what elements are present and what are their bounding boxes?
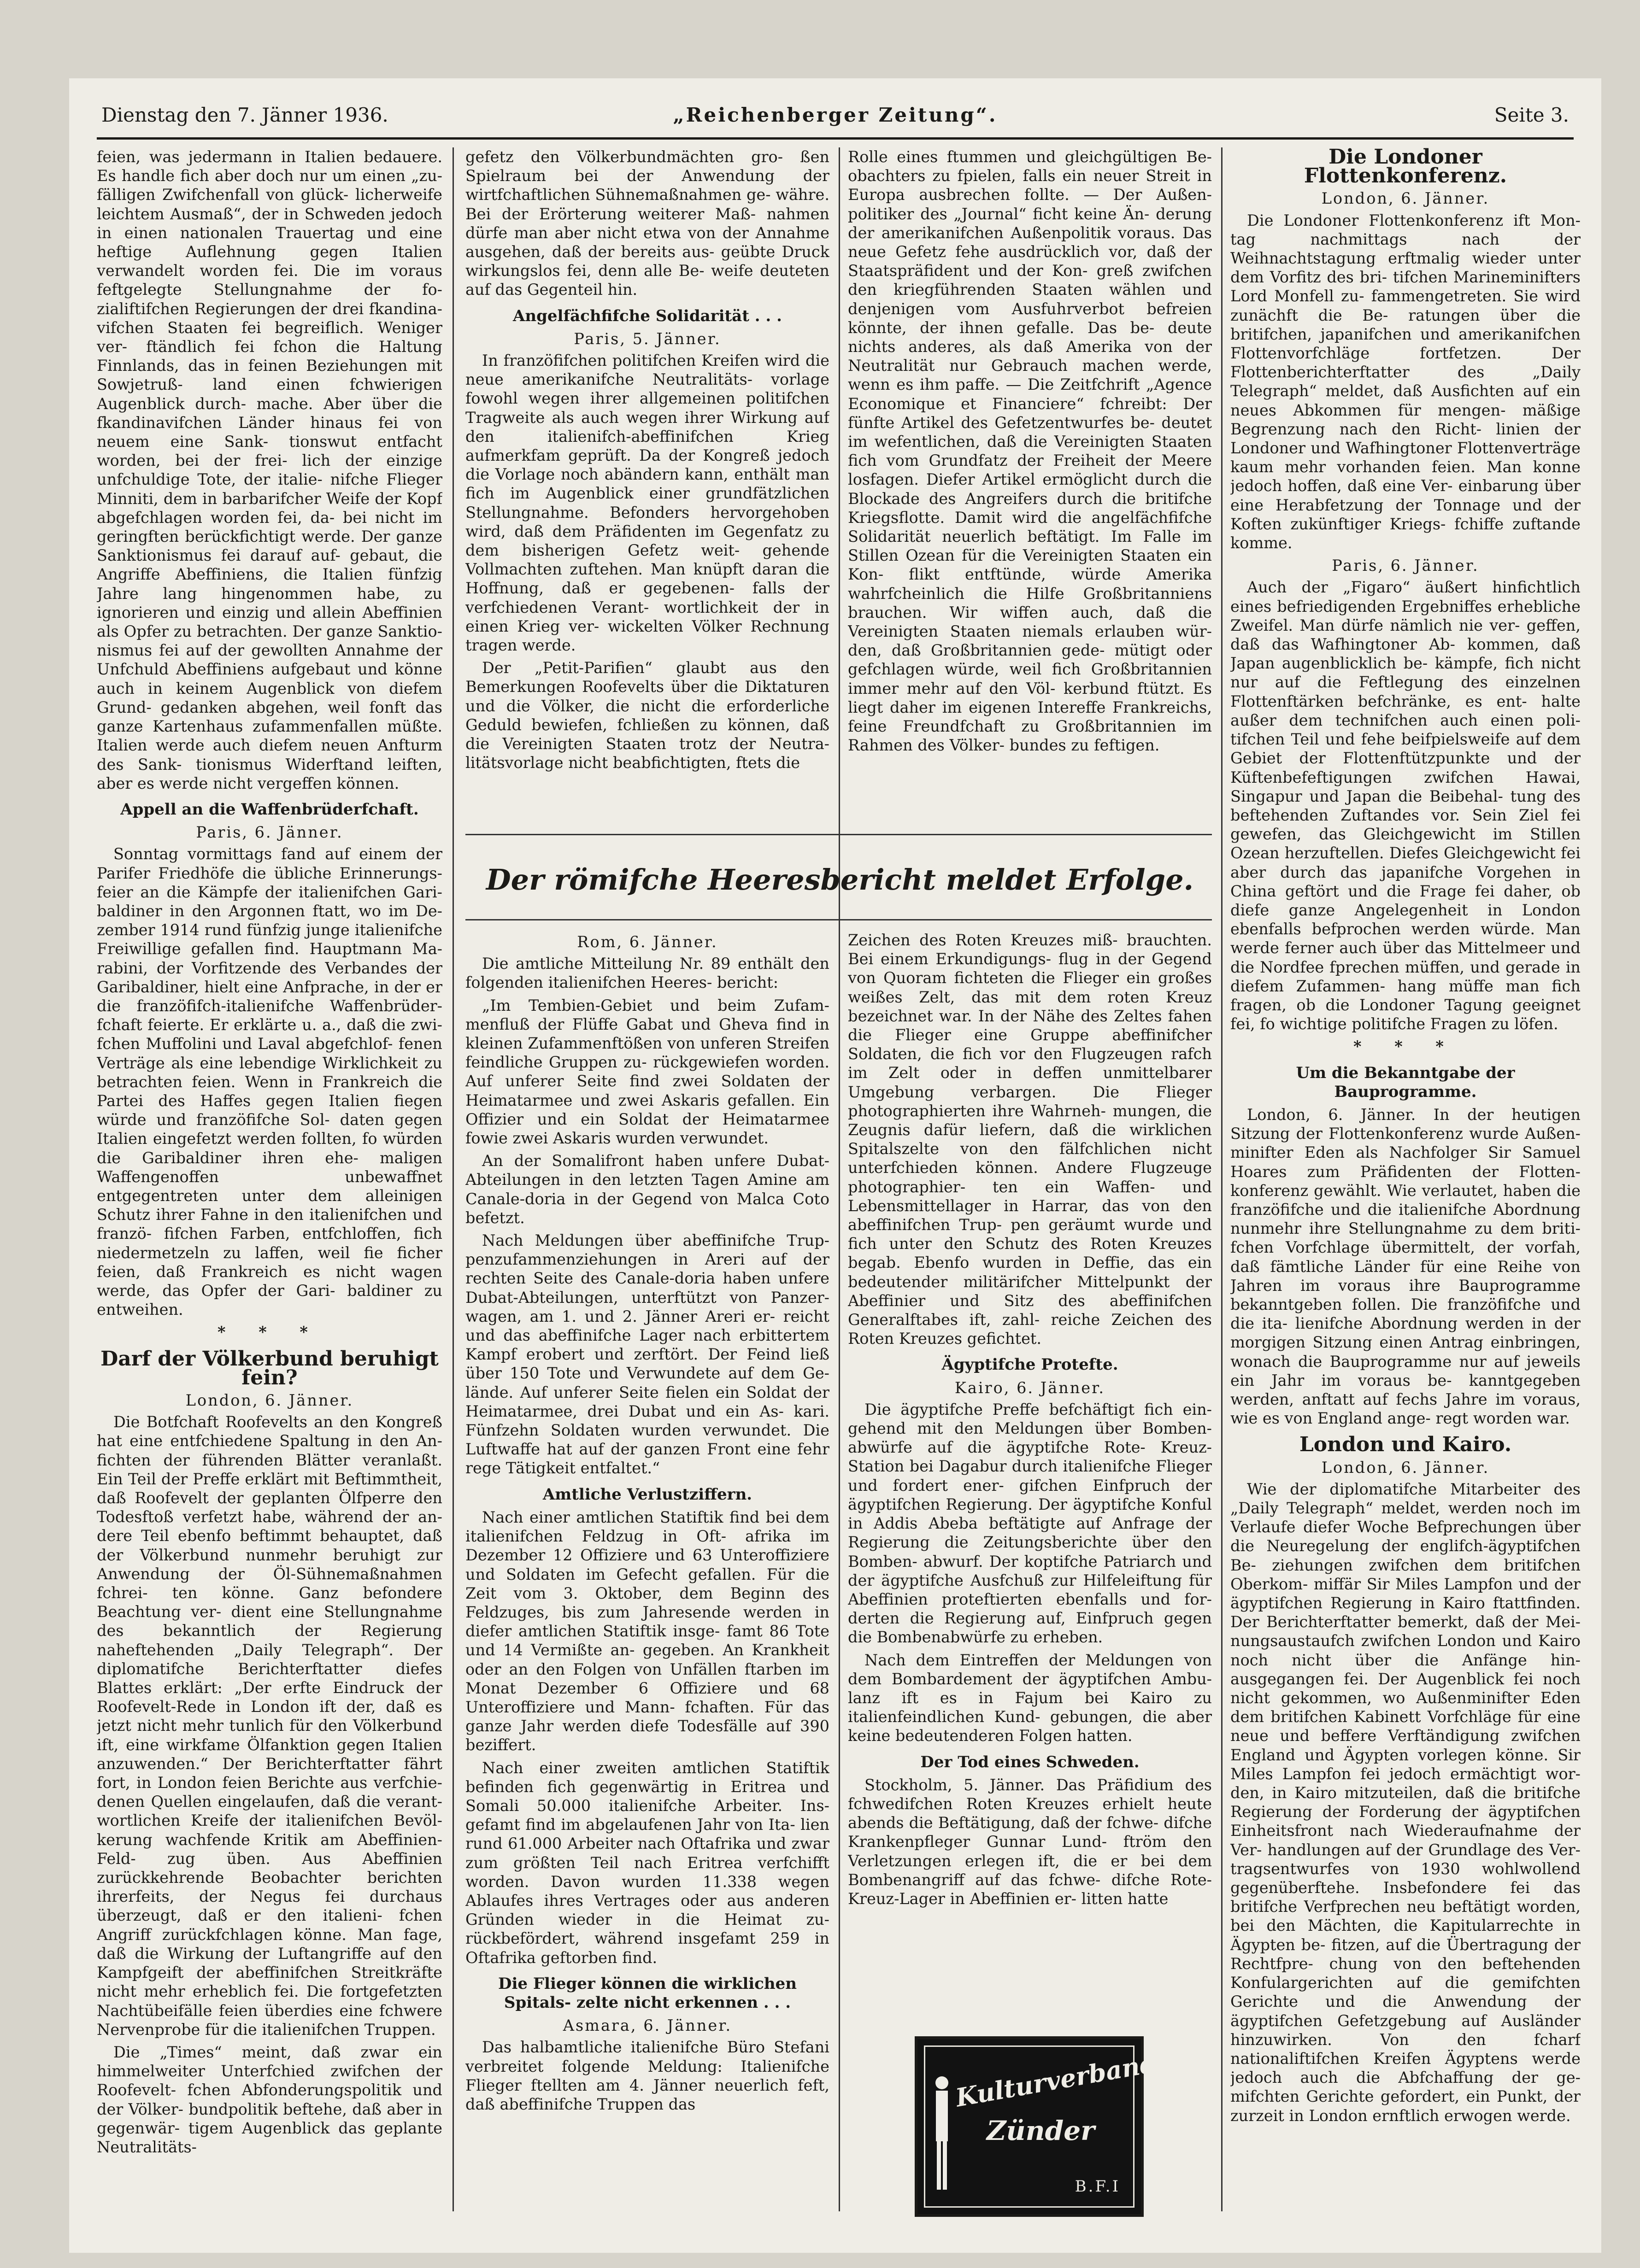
page-number: Seite 3.	[1494, 104, 1569, 126]
ad-line-3: B.F.I	[1075, 2177, 1120, 2196]
header-rule	[97, 137, 1574, 140]
column-4	[1230, 147, 1581, 2211]
column-6	[848, 931, 1212, 2211]
article-text: London, 6. Jänner. In der heutigen Sitzung der Flottenkonferenz wurde Außen- minifter Eden als Nachfolger Sir Samuel Hoares zum Präfidenten der Flotten- konferenz gewählt. Wie verlautet, haben die franzöfifche und die italienifche Abordnung nunmehr ihre Stellungnahme zu dem briti- fchen Vorfchlage übermittelt, der vorfah, daß fämtliche Länder für eine Reihe von Jahren im voraus ihre Bauprogramme bekanntgeben follen. Die franzöfifche und die ita- lienifche Abordnung werden in der morgigen Sitzung einen Antrag einbringen, wonach die Bauprogramme nur auf jeweils ein Jahr im voraus be- kanntgegeben werden, anftatt auf fechs Jahre im voraus, wie es von England ange- regt worden war.	[1230, 1105, 1581, 1428]
article-text: gefetz den Völkerbundmächten gro- ßen Spielraum bei der Anwendung der wirtfchaftlichen Sühnemaßnahmen ge- währe. Bei der Erörterung weiterer Maß- nahmen dürfe man aber nicht etwa von der Annahme ausgehen, daß der bereits aus- geübte Druck wirkungslos fei, denn alle Be- weife deuteten auf das Gegenteil hin.	[465, 148, 829, 299]
article-text: Die amtliche Mitteilung Nr. 89 enthält den folgenden italienifchen Heeres- bericht:	[465, 955, 829, 992]
article-text: Nach einer amtlichen Statiftik find bei dem italienifchen Feldzug in Oft- afrika im Dezember 12 Offiziere und 63 Unteroffiziere und Soldaten im Gefecht gefallen. Für die Zeit vom 3. Oktober, dem Beginn des Feldzuges, bis zum Jahresende werden in diefer amtlichen Statiftik insge- famt 86 Tote und 14 Vermißte an- gegeben. An Krankheit oder an den Folgen von Unfällen ftarben im Monat Dezember 6 Offiziere und 68 Unteroffiziere und Mann- fchaften. Für das ganze Jahr werden diefe Todesfälle auf 390 beziffert.	[465, 1508, 829, 1754]
column-3	[848, 147, 1212, 806]
column-divider	[453, 147, 454, 2211]
article-text: Der „Petit-Parifien“ glaubt aus den Bemerkungen Roofevelts über die Diktaturen und die Völker, die nicht die erforderliche Geduld bewiefen, fchließen zu können, daß die Vereinigten Staaten trotz der Neutra- litätsvorlage nicht beabfichtigten, ftets die	[465, 659, 829, 772]
dateline: London, 6. Jänner.	[185, 1391, 354, 1409]
figure-illustration	[930, 2071, 953, 2196]
dateline: London, 6. Jänner.	[1321, 1458, 1490, 1477]
article-text: Wie der diplomatifche Mitarbeiter des „Daily Telegraph“ meldet, werden noch im Verlaufe diefer Woche Befprechungen über die Neuregelung der englifch-ägyptifchen Be- ziehungen zwifchen dem britifchen Oberkom- miffär Sir Miles Lampfon und der ägyptifchen Regierung in Kairo ftattfinden. Der Berichterftatter bemerkt, daß der Mei- nungsaustaufch zwifchen London und Kairo noch nicht über die Anfänge hin- ausgegangen fei. Der Augenblick fei noch nicht gekommen, wo Außenminifter Eden dem britifchen Kabinett Vorfchläge für eine neue und beffere Verftändigung zwifchen England und Ägypten vorlegen könne. Sir Miles Lampfon fei jedoch ermächtigt wor- den, in Kairo mitzuteilen, daß die britifche Regierung der Forderung der ägyptifchen Einheitsfront nach Wiederaufnahme der Ver- handlungen auf der Grundlage des Ver- tragsentwurfes von 1930 wohlwollend gegenüberftehe. Insbefondere fei das britifche Verfprechen neu beftätigt worden, bei den Mächten, die Kapitularrechte in Ägypten be- fitzen, auf die Übertragung der Rechtfpre- chung von den beftehenden Konfulargerichten auf die gemifchten Gerichte und die Anwendung der ägyptifchen Gefetzgebung auf Ausländer hinzuwirken. Von den fcharf nationaliftifchen Kreifen Ägyptens werde jedoch auch die Abfchaffung der ge- mifchten Gerichte gefordert, ein Punkt, der zurzeit in London ernftlich erwogen werde.	[1230, 1480, 1581, 2125]
article-text: Sonntag vormittags fand auf einem der Parifer Friedhöfe die übliche Erinnerungs- feier an die Kämpfe der italienifchen Gari- baldiner in den Argonnen ftatt, wo im De- zember 1914 rund fünfzig junge italienifche Freiwillige gefallen find. Hauptmann Ma- rabini, der Vorfitzende des Verbandes der Garibaldiner, hielt eine Anfprache, in der er die franzöfifch-italienifche Waffenbrüder- fchaft feierte. Er erklärte u. a., daß die zwi- fchen Muffolini und Laval abgefchlof- fenen Verträge als eine lebendige Wirklichkeit zu betrachten feien. Wenn in Frankreich die Partei des Haffes gegen Italien fiegen würde und franzöfifche Sol- daten gegen Italien eingefetzt werden follten, fo würden die Garibaldiner ihren ehe- maligen Waffengenoffen unbewaffnet entgegentreten unter dem alleinigen Schutz ihrer Fahne in den italienifchen und franzö- fifchen Farben, entfchloffen, fich niedermetzeln zu laffen, weil fie ficher feien, daß Frankreich es nicht wagen werde, das Opfer der Gari- baldiner zu entweihen.	[97, 845, 442, 1319]
newspaper-page	[69, 78, 1601, 2253]
article-text: An der Somalifront haben unfere Dubat-Abteilungen in den letzten Tagen Amine am Canale-doria in der Gegend von Malca Coto befetzt.	[465, 1152, 829, 1227]
dateline: Asmara, 6. Jänner.	[563, 2016, 732, 2035]
article-headline: Ägyptifche Protefte.	[941, 1355, 1118, 1374]
banner-headline: Der römifche Heeresbericht meldet Erfolge.	[486, 863, 1194, 897]
article-text: Nach einer zweiten amtlichen Statiftik befinden fich gegenwärtig in Eritrea und Somali 50.000 italienifche Arbeiter. Ins- gefamt find im abgelaufenen Jahr von Ita- lien rund 61.000 Arbeiter nach Oftafrika und zwar zum größten Teil nach Eritrea verfchifft worden. Davon wurden 11.338 wegen Ablaufes ihres Vertrages oder aus anderen Gründen wieder in die Heimat zu- rückbefördert, während insgefamt 259 in Oftafrika geftorben find.	[465, 1758, 829, 1967]
banner-rule-bottom	[465, 919, 1212, 920]
column-divider	[1221, 147, 1223, 2211]
article-headline: Die Londoner Flottenkonferenz.	[1304, 147, 1507, 188]
article-headline: Amtliche Verlustziffern.	[542, 1485, 752, 1504]
column-divider	[839, 147, 840, 2211]
article-headline: Die Flieger können die wirklichen Spitals- zelte nicht erkennen . . .	[498, 1974, 797, 2012]
article-text: Zeichen des Roten Kreuzes miß- brauchten. Bei einem Erkundigungs- flug in der Gegend von Quoram fichteten die Flieger ein großes weißes Zelt, das mit dem roten Kreuz bezeichnet war. In der Nähe des Zeltes fahen die Flieger eine Gruppe abeffinifcher Soldaten, die fich vor den Flugzeugen rafch im Zelt oder in deffen unmittelbarer Umgebung verbargen. Die Flieger photographierten ihre Wahrneh- mungen, die Zeugnis dafür liefern, daß die wirklichen Spitalszelte von den fälfchlichen nicht unterfchieden können. Andere Flugzeuge photographier- ten ein Waffen- und Lebensmittellager in Harrar, das von den abeffinifchen Trup- pen geräumt wurde und fich unter den Schutz des Roten Kreuzes begab. Ebenfo wurden in Deffie, das ein bedeutender militärifcher Mittelpunkt der Abeffinier und Sitz des abeffinifchen Generalftabes ift, zahl- reiche Zeichen des Roten Kreuzes gefichtet.	[848, 931, 1212, 1348]
issue-date: Dienstag den 7. Jänner 1936.	[101, 104, 388, 126]
article-text: In franzöfifchen politifchen Kreifen wird die neue amerikanifche Neutralitäts- vorlage fowohl wegen ihrer allgemeinen politifchen Tragweite als auch wegen ihrer Wirkung auf den italienifch-abeffinifchen Krieg aufmerkfam geprüft. Da der Kongreß jedoch die Vorlage noch abändern kann, enthält man fich im Augenblick einer grundfätzlichen Stellungnahme. Befonders hervorgehoben wird, daß dem Präfidenten im Gegenfatz zu dem bisherigen Gefetz weit- gehende Vollmachten zuftehen. Man knüpft daran die Hoffnung, daß er gegebenen- falls der verfchiedenen Verant- wortlichkeit der in einen Krieg ver- wickelten Völker Rechnung tragen werde.	[465, 352, 829, 655]
article-headline: Angelfächfifche Solidarität . . .	[513, 306, 782, 325]
ad-line-2: Zünder	[987, 2115, 1095, 2146]
banner-rule-top	[465, 834, 1212, 835]
article-headline: Darf der Völkerbund beruhigt fein?	[100, 1347, 439, 1389]
article-headline: Der Tod eines Schweden.	[920, 1752, 1140, 1771]
article-text: Rolle eines ftummen und gleichgültigen Be- obachters zu fpielen, falls ein neuer Streit in Europa ausbrechen follte. — Der Außen- politiker des „Journal“ ficht keine Än- derung der amerikanifchen Außenpolitik voraus. Das neue Gefetz fehe ausdrücklich vor, daß der Staatspräfident und der Kon- greß zwifchen den kriegführenden Staaten wählen und denjenigen vom Ausfuhrverbot befreien könnte, der ihnen gefalle. Das be- deute nichts anderes, als daß Amerika von der Neutralität nur Gebrauch machen werde, wenn es ihm paffe. — Die Zeitfchrift „Agence Economique et Financiere“ fchreibt: Der fünfte Artikel des Gefetzentwurfes be- deutet im wefentlichen, daß die Vereinigten Staaten fich vom Grundfatz der Freiheit der Meere losfagen. Diefer Artikel ermöglicht durch die Blockade des Angreifers durch die britifche Kriegsflotte. Damit wird die angelfächfifche Solidarität neuerlich beftätigt. Im Falle im Stillen Ozean für die Vereinigten Staaten ein Kon- flikt entftünde, würde Amerika wahrfcheinlich die Hilfe Großbritanniens brauchen. Wir wiffen auch, daß die Vereinigten Staaten niemals erlauben wür- den, daß Großbritannien gede- mütigt oder gefchlagen würde, weil fich Großbritannien immer mehr auf den Völ- kerbund ftützt. Es liegt daher im eigenen Intereffe Frankreichs, feine Freundfchaft zu Großbritannien im Rahmen des Völker- bundes zu feftigen.	[848, 148, 1212, 755]
ad-line-1: Kulturverbands	[953, 2045, 1173, 2113]
dateline: London, 6. Jänner.	[1321, 189, 1490, 208]
newspaper-title: „Reichenberger Zeitung“.	[673, 104, 998, 126]
section-separator: * * *	[217, 1323, 322, 1342]
dateline: Rom, 6. Jänner.	[577, 933, 718, 951]
article-text: „Im Tembien-Gebiet und beim Zufam- menfluß der Flüffe Gabat und Gheva find in kleinen Zufammenftößen von unferen Streifen feindliche Gruppen zu- rückgewiefen worden. Auf unferer Seite find zwei Soldaten der Heimatarmee und zwei Askaris gefallen. Ein Offizier und ein Soldat der Heimatarmee fowie zwei Askaris wurden verwundet.	[465, 996, 829, 1148]
column-1	[97, 147, 442, 2211]
article-text: Die Londoner Flottenkonferenz ift Mon- tag nachmittags nach der Weihnachtstagung erftmalig wieder unter dem Vorfitz des bri- tifchen Marineminifters Lord Monfell zu- fammengetreten. Sie wird zunächft die Be- ratungen über die britifchen, japanifchen und amerikanifchen Flottenvorfchläge fortfetzen. Der Flottenberichterftatter des „Daily Telegraph“ meldet, daß Ausfichten auf ein neues Abkommen für mengen- mäßige Begrenzung nach den Richt- linien der Londoner und Wafhingtoner Flottenverträge kaum mehr vorhanden feien. Man konne jedoch hoffen, daß eine Ver- einbarung über eine Herabfetzung der Tonnage und der Koften zukünftiger Kriegs- fchiffe zuftande komme.	[1230, 211, 1581, 552]
article-text: Nach Meldungen über abeffinifche Trup- penzufammenziehungen in Areri auf der rechten Seite des Canale-doria haben unfere Dubat-Abteilungen, unterftützt von Panzer- wagen, am 1. und 2. Jänner Areri er- reicht und das abeffinifche Lager nach erbittertem Kampf erobert und zerftört. Der Feind ließ über 150 Tote und Verwundete auf dem Ge- lände. Auf unferer Seite fielen ein Soldat der Heimatarmee, drei Dubat und ein As- kari. Fünfzehn Soldaten wurden verwundet. Die Luftwaffe hat auf der ganzen Front eine fehr rege Tätigkeit entfaltet.“	[465, 1231, 829, 1477]
article-text: Die „Times“ meint, daß zwar ein himmelweiter Unterfchied zwifchen der Roofevelt- fchen Abfonderungspolitik und der Völker- bundpolitik beftehe, daß aber in gegenwär- tigem Augenblick das geplante Neutralitäts-	[97, 2043, 442, 2156]
section-separator: * * *	[1353, 1037, 1458, 1056]
article-text: Die Botfchaft Roofevelts an den Kongreß hat eine entfchiedene Spaltung in den An- fichten der führenden Blätter veranlaßt. Ein Teil der Preffe erklärt mit Beftimmtheit, daß Roofevelt der geplanten Ölfperre den Todesftoß verfetzt habe, während der an- dere Teil ebenfo beftimmt behauptet, daß der Völkerbund nunmehr beruhigt zur Anwendung der Öl-Sühnemaßnahmen fchrei- ten könne. Ganz befondere Beachtung ver- dient eine Stellungnahme des bekanntlich der Regierung naheftehenden „Daily Telegraph“. Der diplomatifche Berichterftatter diefes Blattes erklärt: „Der erfte Eindruck der Roofevelt-Rede in London ift der, daß es jetzt nicht mehr tunlich für den Völkerbund ift, eine wirkfame Ölfanktion gegen Italien anzuwenden.“ Der Berichterftatter fährt fort, in London feien Berichte aus verfchie- denen Quellen eingelaufen, daß die verant- wortlichen Kreife der italienifchen Bevöl- kerung wachfende Kritik am Abeffinien-Feld- zug üben. Aus Abeffinien zurückkehrende Beobachter berichten ihrerfeits, der Negus fei durchaus überzeugt, daß er den italieni- fchen Angriff zurückfchlagen könne. Man fage, daß die Wirkung der Luftangriffe auf den Kampfgeift der abeffinifchen Streitkräfte nicht mehr erheblich fei. Die fortgefetzten Nachtübeifälle feien überdies eine fchwere Nervenprobe für die italienifchen Truppen.	[97, 1413, 442, 2039]
article-text: Stockholm, 5. Jänner. Das Präfidium des fchwedifchen Roten Kreuzes erhielt heute abends die Beftätigung, daß der fchwe- difche Krankenpfleger Gunnar Lund- ftröm den Verletzungen erlegen ift, die er bei dem Bombenangriff auf das fchwe- difche Rote-Kreuz-Lager in Abeffinien er- litten hatte	[848, 1776, 1212, 1908]
page-header	[101, 104, 1569, 136]
column-2	[465, 147, 829, 806]
article-headline: Um die Bekanntgabe der Bauprogramme.	[1296, 1063, 1515, 1101]
column-5	[465, 931, 829, 2211]
matches-advertisement	[915, 2036, 1173, 2217]
dateline: Paris, 6. Jänner.	[1332, 557, 1479, 575]
dateline: Paris, 5. Jänner.	[574, 329, 721, 348]
dateline: Kairo, 6. Jänner.	[954, 1378, 1105, 1397]
article-text: Auch der „Figaro“ äußert hinfichtlich eines befriedigenden Ergebniffes erhebliche Zweifel. Man dürfe nämlich nie ver- geffen, daß das Wafhingtoner Ab- kommen, daß Japan augenblicklich be- kämpfe, fich nicht nur auf die Feftlegung des einzelnen Flottenftärken befchränke, es ent- halte außer dem technifchen auch einen poli- tifchen Teil und fehe beifpielsweife auf dem Gebiet der Flottenftützpunkte und der Küftenbefeftigungen zwifchen Hawai, Singapur und Japan die Beibehal- tung des beftehenden Zuftandes vor. Sein Ziel fei gewefen, das Gleichgewicht im Stillen Ozean herzuftellen. Diefes Gleichgewicht fei aber durch das japanifche Vorgehen in China geftört und die Frage fei daher, ob diefe ganze Angelegenheit in London ebenfalls befprochen werden würde. Man werde ferner auch über das Mittelmeer und die Nordfee fprechen müffen, und gerade in diefem Zufammen- hang müffe man fich fragen, ob die Londoner Tagung geeignet fei, fo wichtige politifche Fragen zu löfen.	[1230, 578, 1581, 1033]
article-headline: Appell an die Waffenbrüderfchaft.	[120, 800, 419, 819]
article-headline: London und Kairo.	[1299, 1433, 1512, 1457]
dateline: Paris, 6. Jänner.	[196, 823, 343, 842]
article-text: Die ägyptifche Preffe befchäftigt fich ein- gehend mit den Meldungen über Bomben- abwürfe auf die ägyptifche Rote- Kreuz-Station bei Dagabur durch italienifche Flieger und fordert ener- gifchen Einfpruch der ägyptifchen Regierung. Der ägyptifche Konful in Addis Abeba beftätigte auf Anfrage der Regierung die Zeitungsberichte über den Bomben- abwurf. Der koptifche Patriarch und der ägyptifche Ausfchuß zur Hilfeleiftung für Abeffinien proteftierten ebenfalls und for- derten die Regierung auf, Einfpruch gegen die Bombenabwürfe zu erheben.	[848, 1400, 1212, 1647]
article-text: feien, was jedermann in Italien bedauere. Es handle fich aber doch nur um einen „zu- fälligen Zwifchenfall von glück- licherweife leichtem Ausmaß“, der in Schweden jedoch in einen nationalen Trauertag und eine heftige Auflehnung gegen Italien verwandelt worden fei. Die im voraus feftgelegte Stellungnahme der fo- zialiftifchen Regierungen der drei fkandina- vifchen Staaten fei begreiflich. Weniger ver- ftändlich fei fchon die Haltung Finnlands, das in feinen Beziehungen mit Sowjetruß- land einen fchwierigen Augenblick durch- mache. Aber über die fkandinavifchen Länder hinaus fei von neuem eine Sank- tionswut entfacht worden, bei der frei- lich der einzige unfchuldige Tote, der italie- nifche Flieger Minniti, dem in barbarifcher Weife der Kopf abgefchlagen worden fei, da- bei nicht im geringften berückfichtigt werde. Der ganze Sanktionismus fei darauf auf- gebaut, die Angriffe Abeffiniens, die Italien fünfzig Jahre lang hingenommen habe, zu ignorieren und einzig und allein Abeffinien als Opfer zu betrachten. Der ganze Sanktio- nismus fei auf der gewollten Annahme der Unfchuld Abeffiniens aufgebaut und könne auch in keinem Augenblick von diefem Grund- gedanken abgehen, weil fonft das ganze Kartenhaus zufammenfallen müßte. Italien werde auch diefem neuen Anfturm des Sank- tionismus Widerftand leiften, aber es werde nicht vergeffen können.	[97, 148, 442, 792]
article-text: Nach dem Eintreffen der Meldungen von dem Bombardement der ägyptifchen Ambu- lanz ift es in Fajum bei Kairo zu italienfeindlichen Kund- gebungen, die aber keine bedeutenderen Folgen hatten.	[848, 1651, 1212, 1745]
article-text: Das halbamtliche italienifche Büro Stefani verbreitet folgende Meldung: Italienifche Flieger ftellten am 4. Jänner neuerlich feft, daß abeffinifche Truppen das	[465, 2038, 829, 2113]
